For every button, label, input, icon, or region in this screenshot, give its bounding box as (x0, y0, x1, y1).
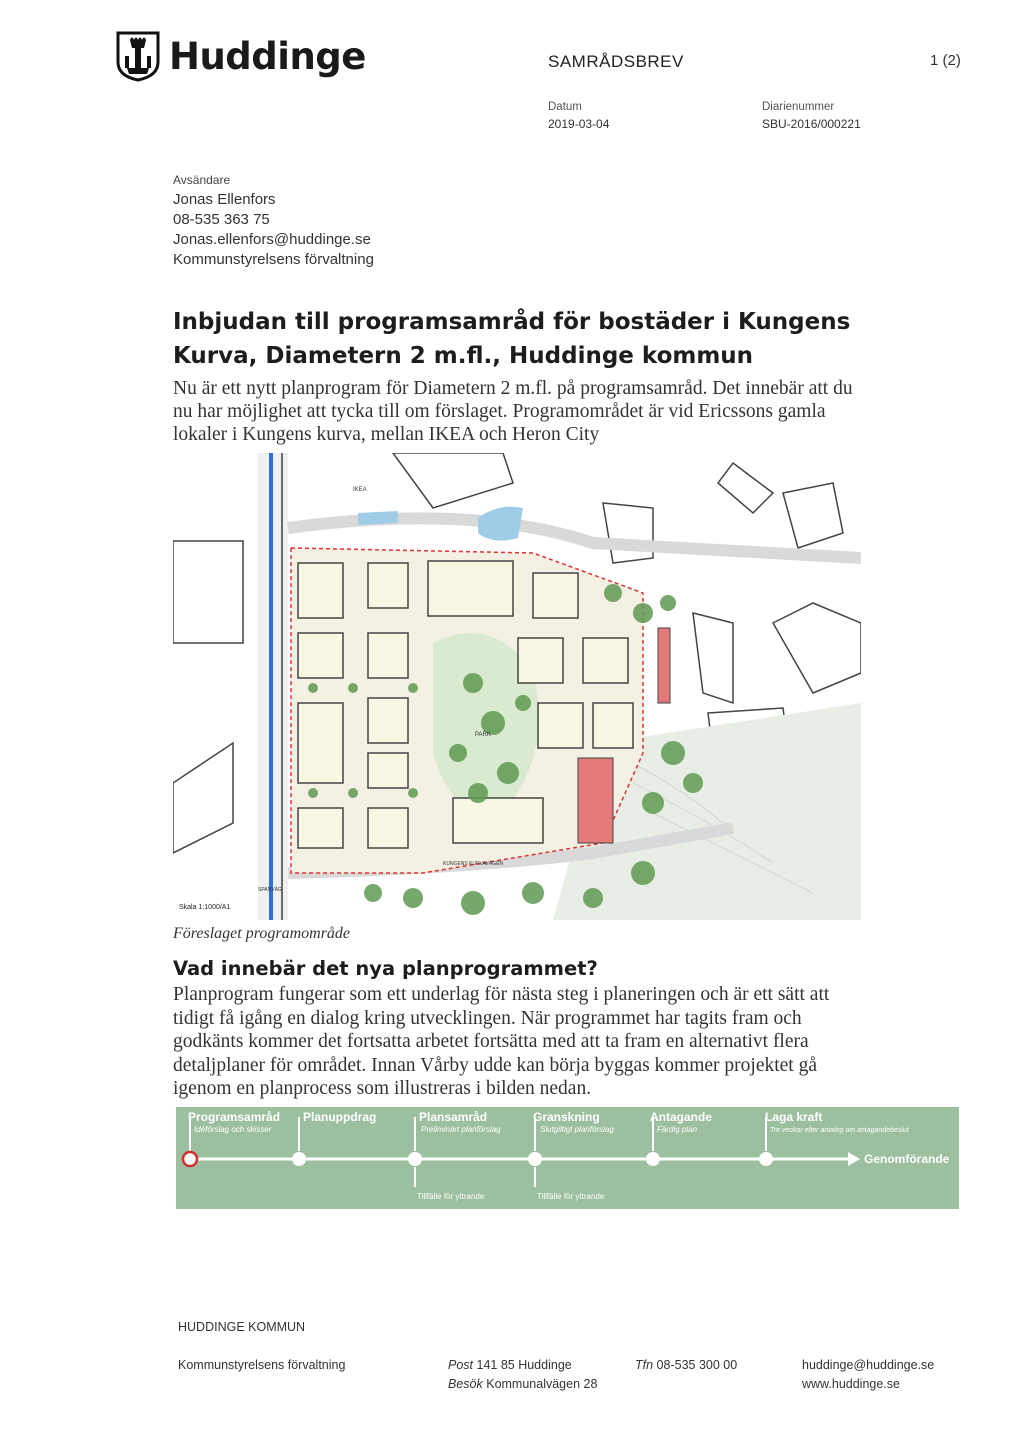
step-title-laga-kraft: Laga kraft (765, 1110, 823, 1124)
section-body: Planprogram fungerar som ett underlag för nästa steg i planeringen och är ett sätt att tidigt få igång en dialog kring utvecklingen. När programmet har tagits fram och godkänts kommer det fortsatta arbetet fortsätta med att ta fram en alternativt flera detaljplaner för området. Innan Vårby udde kan börja byggas kommer projektet gå igenom en planprocess som illustreras i bilden nedan. (173, 984, 830, 1100)
document-type: SAMRÅDSBREV (548, 52, 684, 71)
reference-label: Diarienummer (762, 101, 835, 113)
map-caption: Föreslaget programområde (173, 925, 351, 942)
step-sub-antagande: Färdig plan (657, 1125, 698, 1134)
step-title-plansamrad: Plansamråd (419, 1110, 488, 1124)
sender-phone: 08-535 363 75 (173, 211, 270, 228)
step-title-planuppdrag: Planuppdrag (303, 1110, 377, 1124)
footer-contact-block (802, 1356, 934, 1394)
date-label: Datum (548, 101, 582, 113)
map-scale: Skala 1:1000/A1 (179, 904, 231, 911)
date-value: 2019-03-04 (548, 117, 610, 131)
visit-address: Kommunalvägen 28 (486, 1377, 598, 1391)
sender-name: Jonas Ellenfors (173, 191, 276, 208)
plan-process-diagram (176, 1107, 959, 1209)
map-label-kungens-kurvavagen: KUNGENS KURVAVÄGEN (443, 861, 504, 867)
step-marker-programsamrad (183, 1152, 197, 1166)
footer-phone-block (635, 1356, 737, 1375)
phone-label: Tfn (635, 1358, 654, 1372)
feedback-label-granskning: Tillfälle för yttrande (537, 1192, 605, 1201)
section-heading: Vad innebär det nya planprogrammet? (173, 957, 598, 980)
step-marker-plansamrad (408, 1152, 422, 1166)
step-sub-laga-kraft: Tre veckor efter antalog om antagandebeslut (770, 1127, 909, 1134)
site-plan-drawing (173, 453, 861, 920)
footer-organization: Kommunstyrelsens förvaltning (178, 1358, 346, 1372)
process-timeline (176, 1107, 959, 1209)
coat-of-arms-icon (115, 30, 161, 82)
sender-organization: Kommunstyrelsens förvaltning (173, 251, 374, 268)
footer-email[interactable]: huddinge@huddinge.se (802, 1358, 935, 1372)
brand-name: Huddinge (169, 34, 366, 78)
date-block (548, 101, 609, 131)
end-label-genomforande: Genomförande (864, 1152, 950, 1166)
page-number: 1 (2) (930, 52, 961, 69)
intro-paragraph: Nu är ett nytt planprogram för Diametern 2 m.fl. på programsamråd. Det innebär att du nu har möjlighet att tycka till om förslaget. Programområdet är vid Ericssons gamla lokaler i Kungens kurva, mellan IKEA och Heron City (173, 378, 853, 445)
step-title-granskning: Granskning (533, 1110, 600, 1124)
step-title-antagande: Antagande (650, 1110, 713, 1124)
map-label-park: PARK (475, 732, 491, 738)
step-marker-laga-kraft (759, 1152, 773, 1166)
site-plan-map (173, 453, 861, 920)
footer-phone: 08-535 300 00 (656, 1358, 738, 1372)
reference-value: SBU-2016/000221 (762, 117, 861, 131)
huddinge-logo (115, 30, 366, 82)
map-label-ikea: IKEA (353, 487, 367, 493)
footer-org-caps: HUDDINGE KOMMUN (178, 1320, 306, 1334)
sender-block (173, 170, 374, 270)
footer-address-block (448, 1356, 597, 1394)
step-marker-antagande (646, 1152, 660, 1166)
reference-block (762, 101, 861, 131)
step-sub-granskning: Slutgiltigt planförslag (540, 1125, 614, 1134)
step-marker-granskning (528, 1152, 542, 1166)
feedback-label-plansamrad: Tillfälle för yttrande (417, 1192, 485, 1201)
post-label: Post (448, 1358, 474, 1372)
sender-email: Jonas.ellenfors@huddinge.se (173, 231, 371, 248)
letter-title: Inbjudan till programsamråd för bostäder i Kungens Kurva, Diametern 2 m.fl., Huddinge kommun (173, 309, 851, 369)
step-title-programsamrad: Programsamråd (188, 1110, 281, 1124)
step-sub-programsamrad: Idéförslag och skisser (194, 1125, 272, 1134)
visit-label: Besök (448, 1377, 483, 1391)
step-marker-planuppdrag (292, 1152, 306, 1166)
step-sub-plansamrad: Preliminärt planförslag (421, 1125, 501, 1134)
map-label-spanvag: SPANVÄG (258, 887, 282, 893)
sender-label: Avsändare (173, 173, 231, 187)
post-address: 141 85 Huddinge (476, 1358, 572, 1372)
footer-website[interactable]: www.huddinge.se (802, 1377, 900, 1391)
